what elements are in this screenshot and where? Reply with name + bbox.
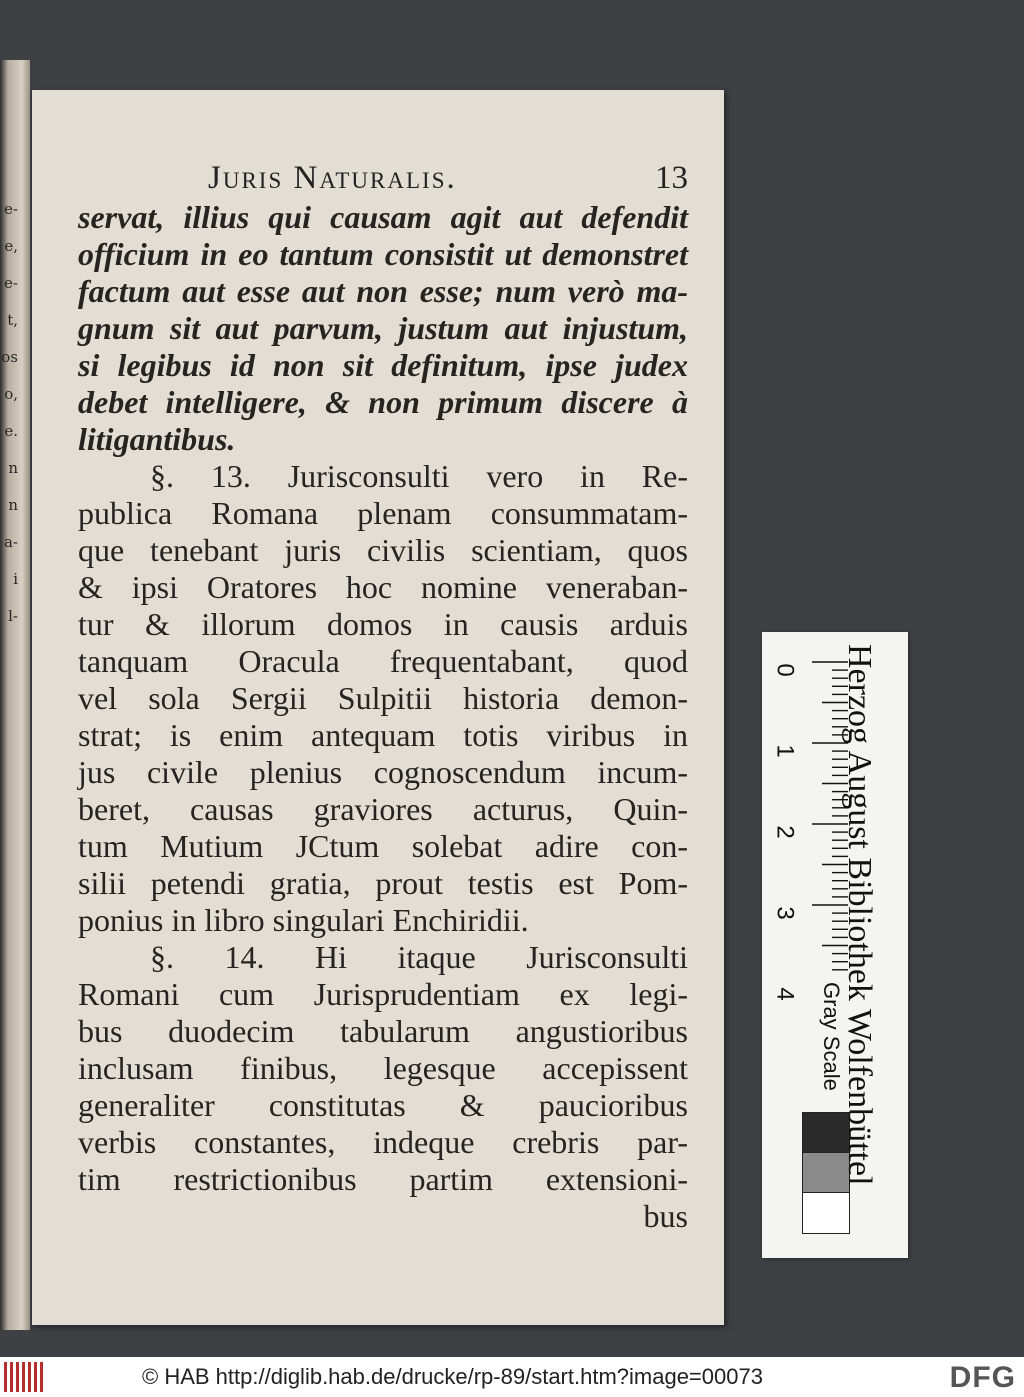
page-number: 13 bbox=[655, 160, 688, 196]
text-line: verbis constantes, indeque crebris par- bbox=[78, 1124, 688, 1160]
adjacent-page-fragment: os bbox=[1, 348, 18, 366]
text-line: silii petendi gratia, prout testis est Pom- bbox=[78, 865, 688, 901]
copyright-credit[interactable]: © HAB http://diglib.hab.de/drucke/rp-89/start.htm?image=00073 bbox=[142, 1364, 763, 1389]
adjacent-page-fragment: a- bbox=[3, 533, 18, 551]
footer-bar bbox=[0, 1357, 1024, 1397]
text-line: & ipsi Oratores hoc nomine veneraban- bbox=[78, 569, 688, 605]
ruler-number: 3 bbox=[771, 906, 799, 920]
running-head bbox=[78, 160, 688, 197]
color-scale-card bbox=[762, 632, 908, 1258]
text-line: tim restrictionibus partim extensioni- bbox=[78, 1161, 688, 1197]
text-line: generaliter constitutas & paucioribus bbox=[78, 1087, 688, 1123]
text-line: bus duodecim tabularum angustioribus bbox=[78, 1013, 688, 1049]
text-line: que tenebant juris civilis scientiam, quos bbox=[78, 532, 688, 568]
page-text-block bbox=[78, 160, 688, 1235]
text-line: inclusam finibus, legesque accepissent bbox=[78, 1050, 688, 1086]
running-head-title: Juris Naturalis. bbox=[208, 160, 457, 196]
ruler-number: 2 bbox=[771, 825, 799, 839]
text-line: si legibus id non sit definitum, ipse judex bbox=[78, 347, 688, 383]
adjacent-page-fragment: e. bbox=[4, 422, 18, 440]
adjacent-page-fragment: n bbox=[8, 459, 18, 477]
book-page bbox=[32, 90, 724, 1325]
text-line: §. 14. Hi itaque Jurisconsulti bbox=[150, 939, 688, 975]
text-line: officium in eo tantum consistit ut demonstret bbox=[78, 236, 688, 272]
adjacent-page-fragment: n bbox=[8, 496, 18, 514]
text-line: publica Romana plenam consummatam- bbox=[78, 495, 688, 531]
text-line: servat, illius qui causam agit aut defendit bbox=[78, 199, 688, 235]
text-line: gnum sit aut parvum, justum aut injustum, bbox=[78, 310, 688, 346]
adjacent-page-fragment: t, bbox=[7, 311, 18, 329]
text-line: tanquam Oracula frequentabant, quod bbox=[78, 643, 688, 679]
text-line: factum aut esse aut non esse; num verò ma- bbox=[78, 273, 688, 309]
adjacent-page-fragment: e- bbox=[4, 200, 18, 218]
adjacent-page-fragment: l- bbox=[8, 607, 18, 625]
ruler-number: 1 bbox=[771, 744, 799, 758]
text-line: bus bbox=[643, 1198, 688, 1234]
text-line: §. 13. Jurisconsulti vero in Re- bbox=[150, 458, 688, 494]
adjacent-page-fragment: e- bbox=[4, 274, 18, 292]
text-line: debet intelligere, & non primum discere à bbox=[78, 384, 688, 420]
ruler-number: 4 bbox=[771, 987, 799, 1001]
adjacent-page-fragment: o, bbox=[4, 385, 18, 403]
text-line: tum Mutium JCtum solebat adire con- bbox=[78, 828, 688, 864]
text-line: Romani cum Jurisprudentiam ex legi- bbox=[78, 976, 688, 1012]
ruler-number: 0 bbox=[771, 663, 799, 677]
text-line: tur & illorum domos in causis arduis bbox=[78, 606, 688, 642]
text-line: vel sola Sergii Sulpitii historia demon- bbox=[78, 680, 688, 716]
text-line: strat; is enim antequam totis viribus in bbox=[78, 717, 688, 753]
page-body bbox=[78, 199, 688, 1235]
adjacent-page-edge bbox=[0, 60, 30, 1330]
institution-name: Herzog August Bibliothek Wolfenbüttel bbox=[841, 644, 878, 1186]
text-line: litigantibus. bbox=[78, 421, 236, 457]
text-line: ponius in libro singulari Enchiridii. bbox=[78, 902, 529, 938]
hab-logo-icon bbox=[4, 1362, 44, 1392]
grayscale-label: Gray Scale bbox=[819, 982, 844, 1091]
adjacent-page-fragment: e, bbox=[4, 237, 18, 255]
adjacent-page-fragment: i bbox=[13, 570, 18, 588]
text-line: beret, causas graviores acturus, Quin- bbox=[78, 791, 688, 827]
dfg-logo: DFG bbox=[949, 1361, 1016, 1394]
text-line: jus civile plenius cognoscendum incum- bbox=[78, 754, 688, 790]
